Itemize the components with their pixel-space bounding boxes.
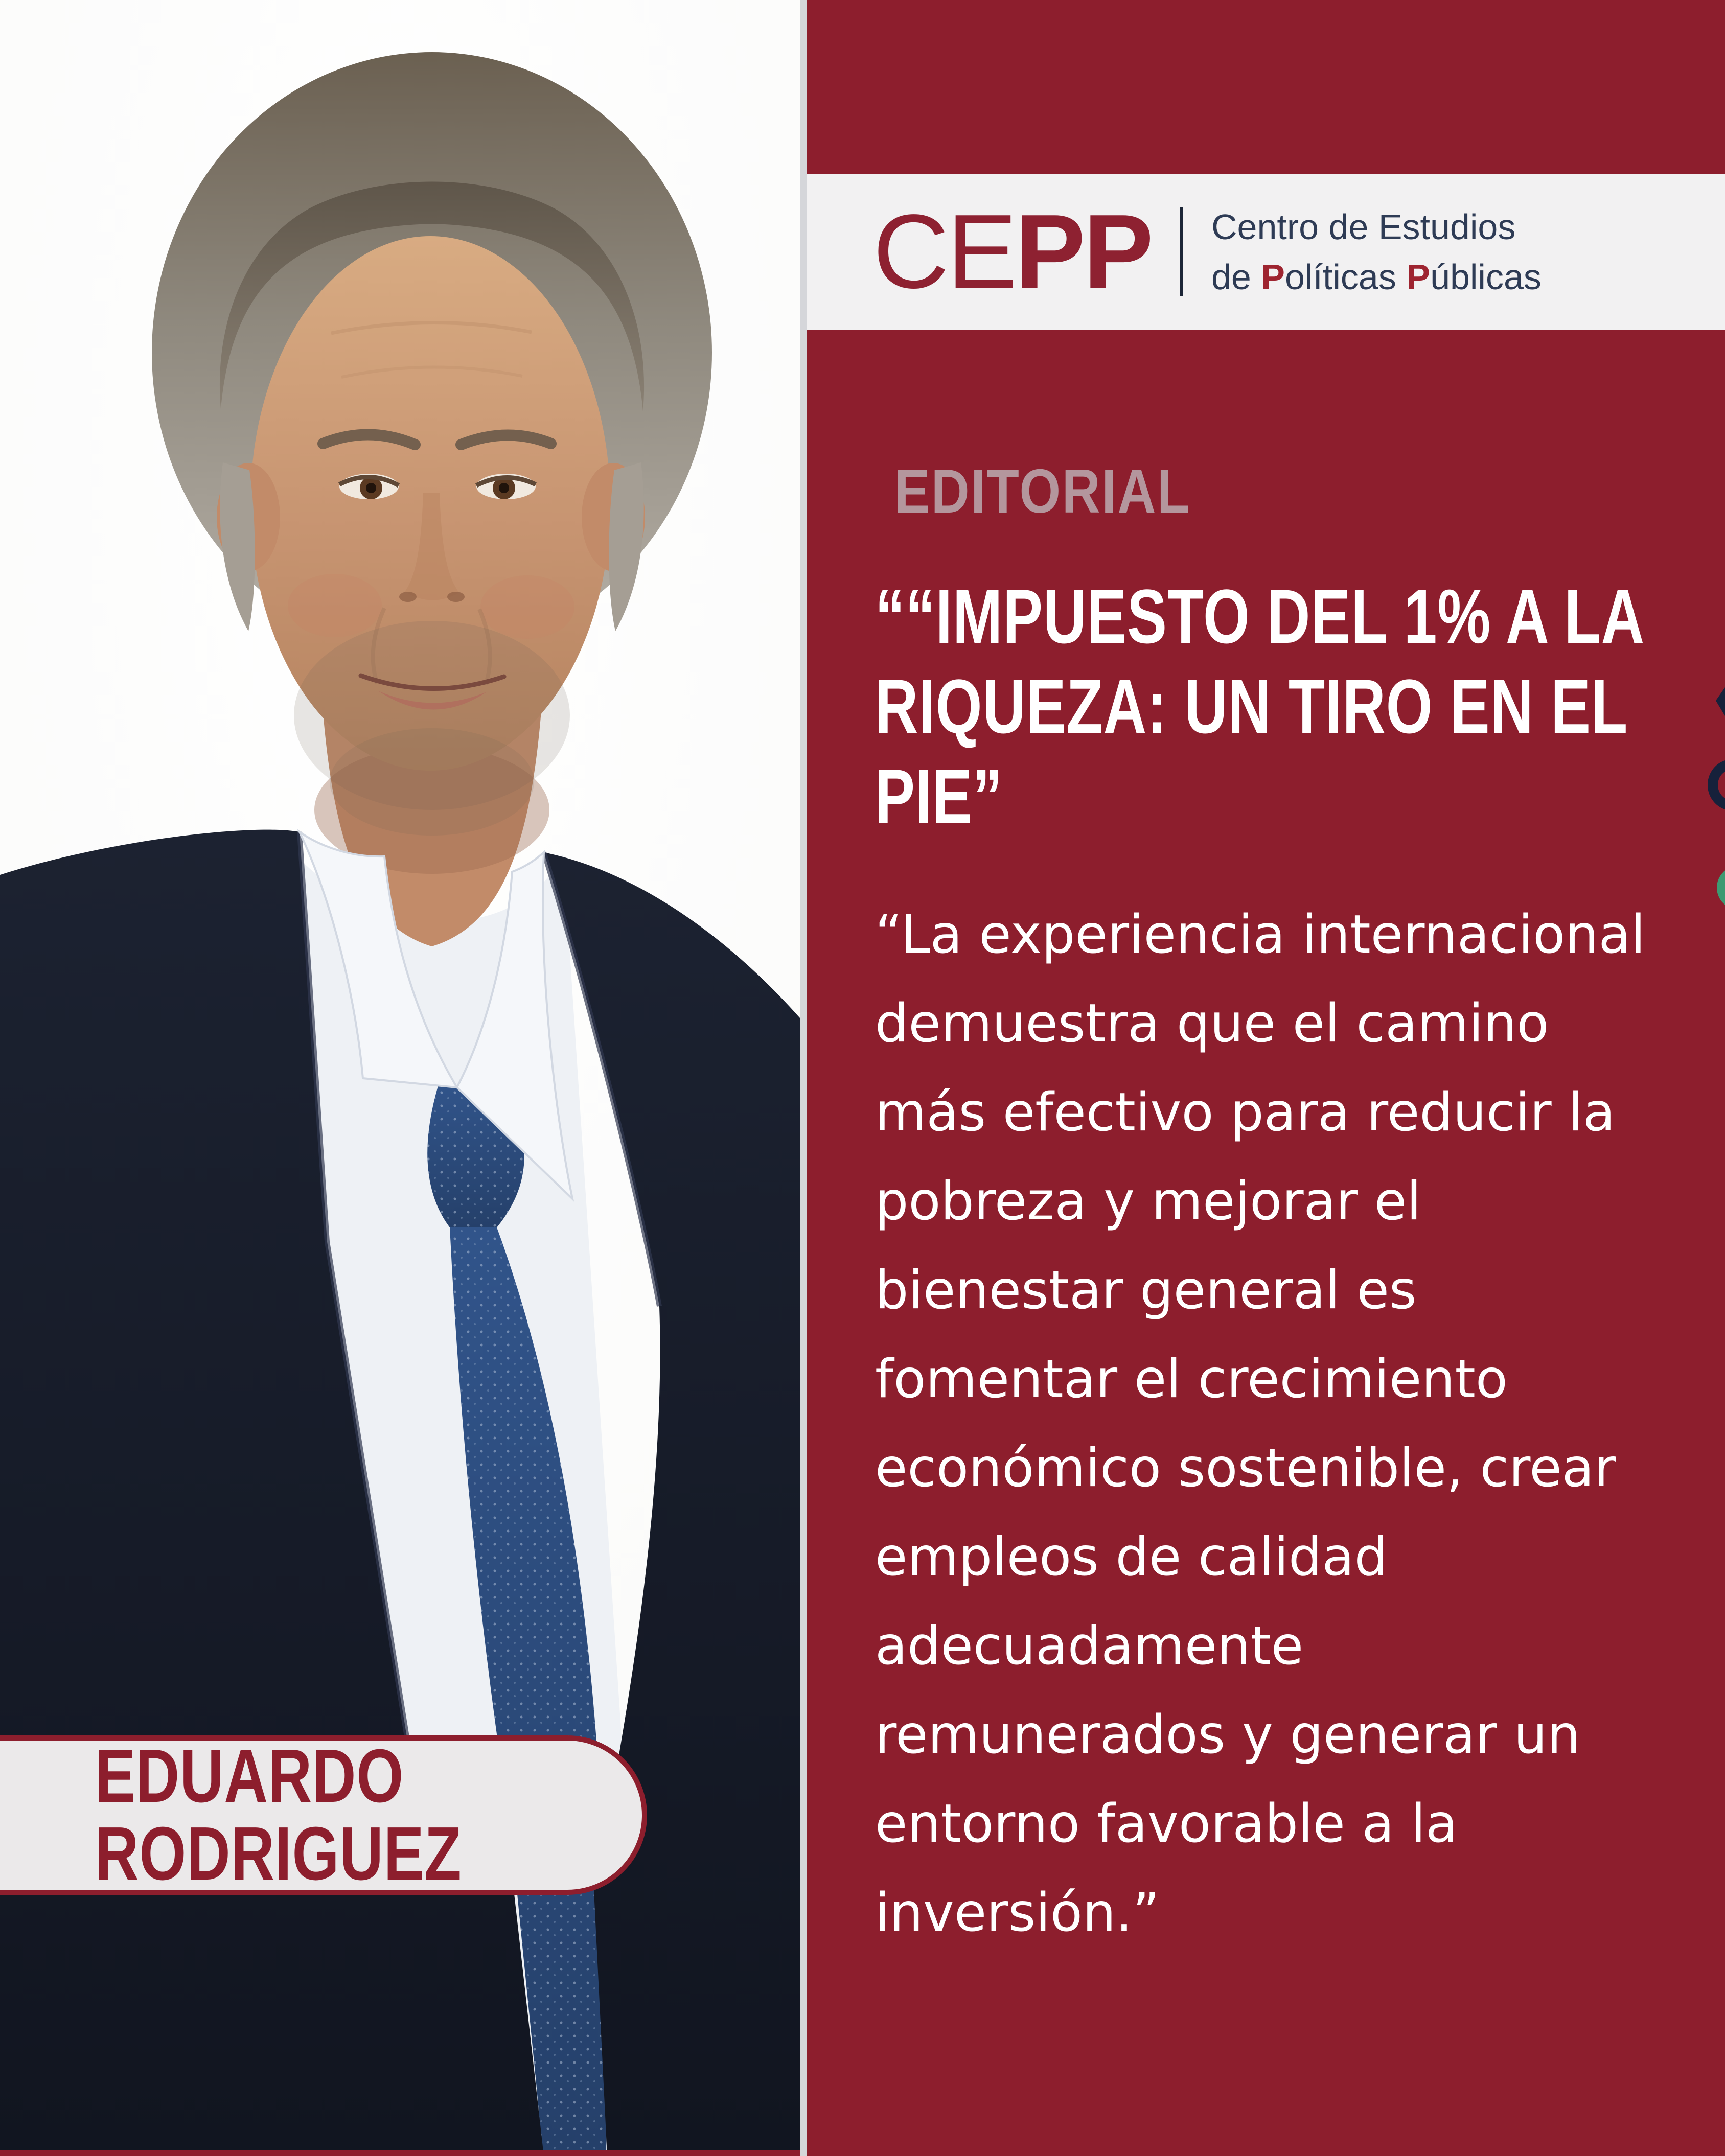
nostril-right	[447, 592, 465, 602]
author-name: EDUARDO RODRIGUEZ	[95, 1734, 462, 1896]
chin-shadow	[330, 728, 534, 836]
cheek-right	[480, 575, 574, 639]
content-panel	[807, 0, 1725, 2156]
article-title: ““IMPUESTO DEL 1% A LA RIQUEZA: UN TIRO EN EL PIE”	[875, 573, 1645, 839]
logo-pp: PP	[1015, 193, 1152, 310]
cepp-logo	[873, 191, 1152, 312]
brand-header	[807, 174, 1725, 330]
edge-cut-ring-icon	[1708, 759, 1725, 810]
logo-divider	[1180, 207, 1183, 296]
quote-text: “La experiencia internacional demuestra que el camino más efectivo para reducir la pobreza y mejorar el bienestar general es fomentar el crecimiento económico sostenible, crear empleos de calidad adecuadamente remunerados y generar un entorno favorable a la inversión.”	[875, 904, 1646, 1943]
author-badge	[0, 1735, 647, 1895]
org-accent-p: P	[1406, 257, 1431, 297]
section-label: EDITORIAL	[894, 456, 1191, 526]
edge-cut-circle-icon	[1717, 866, 1725, 910]
photo-bottom-strip	[0, 2150, 800, 2156]
org-name-line2: de Políticas Públicas	[1211, 257, 1542, 297]
pupil-left	[366, 483, 376, 493]
nostril-left	[399, 592, 417, 602]
pane-divider	[800, 0, 807, 2156]
pupil-right	[499, 483, 509, 493]
org-name-line1: Centro de Estudios	[1211, 206, 1516, 247]
org-name	[1211, 202, 1542, 302]
edge-cut-triangle-icon	[1716, 687, 1725, 716]
org-accent-p: P	[1261, 257, 1285, 297]
logo-ce: CE	[873, 193, 1016, 310]
cheek-left	[288, 574, 382, 637]
